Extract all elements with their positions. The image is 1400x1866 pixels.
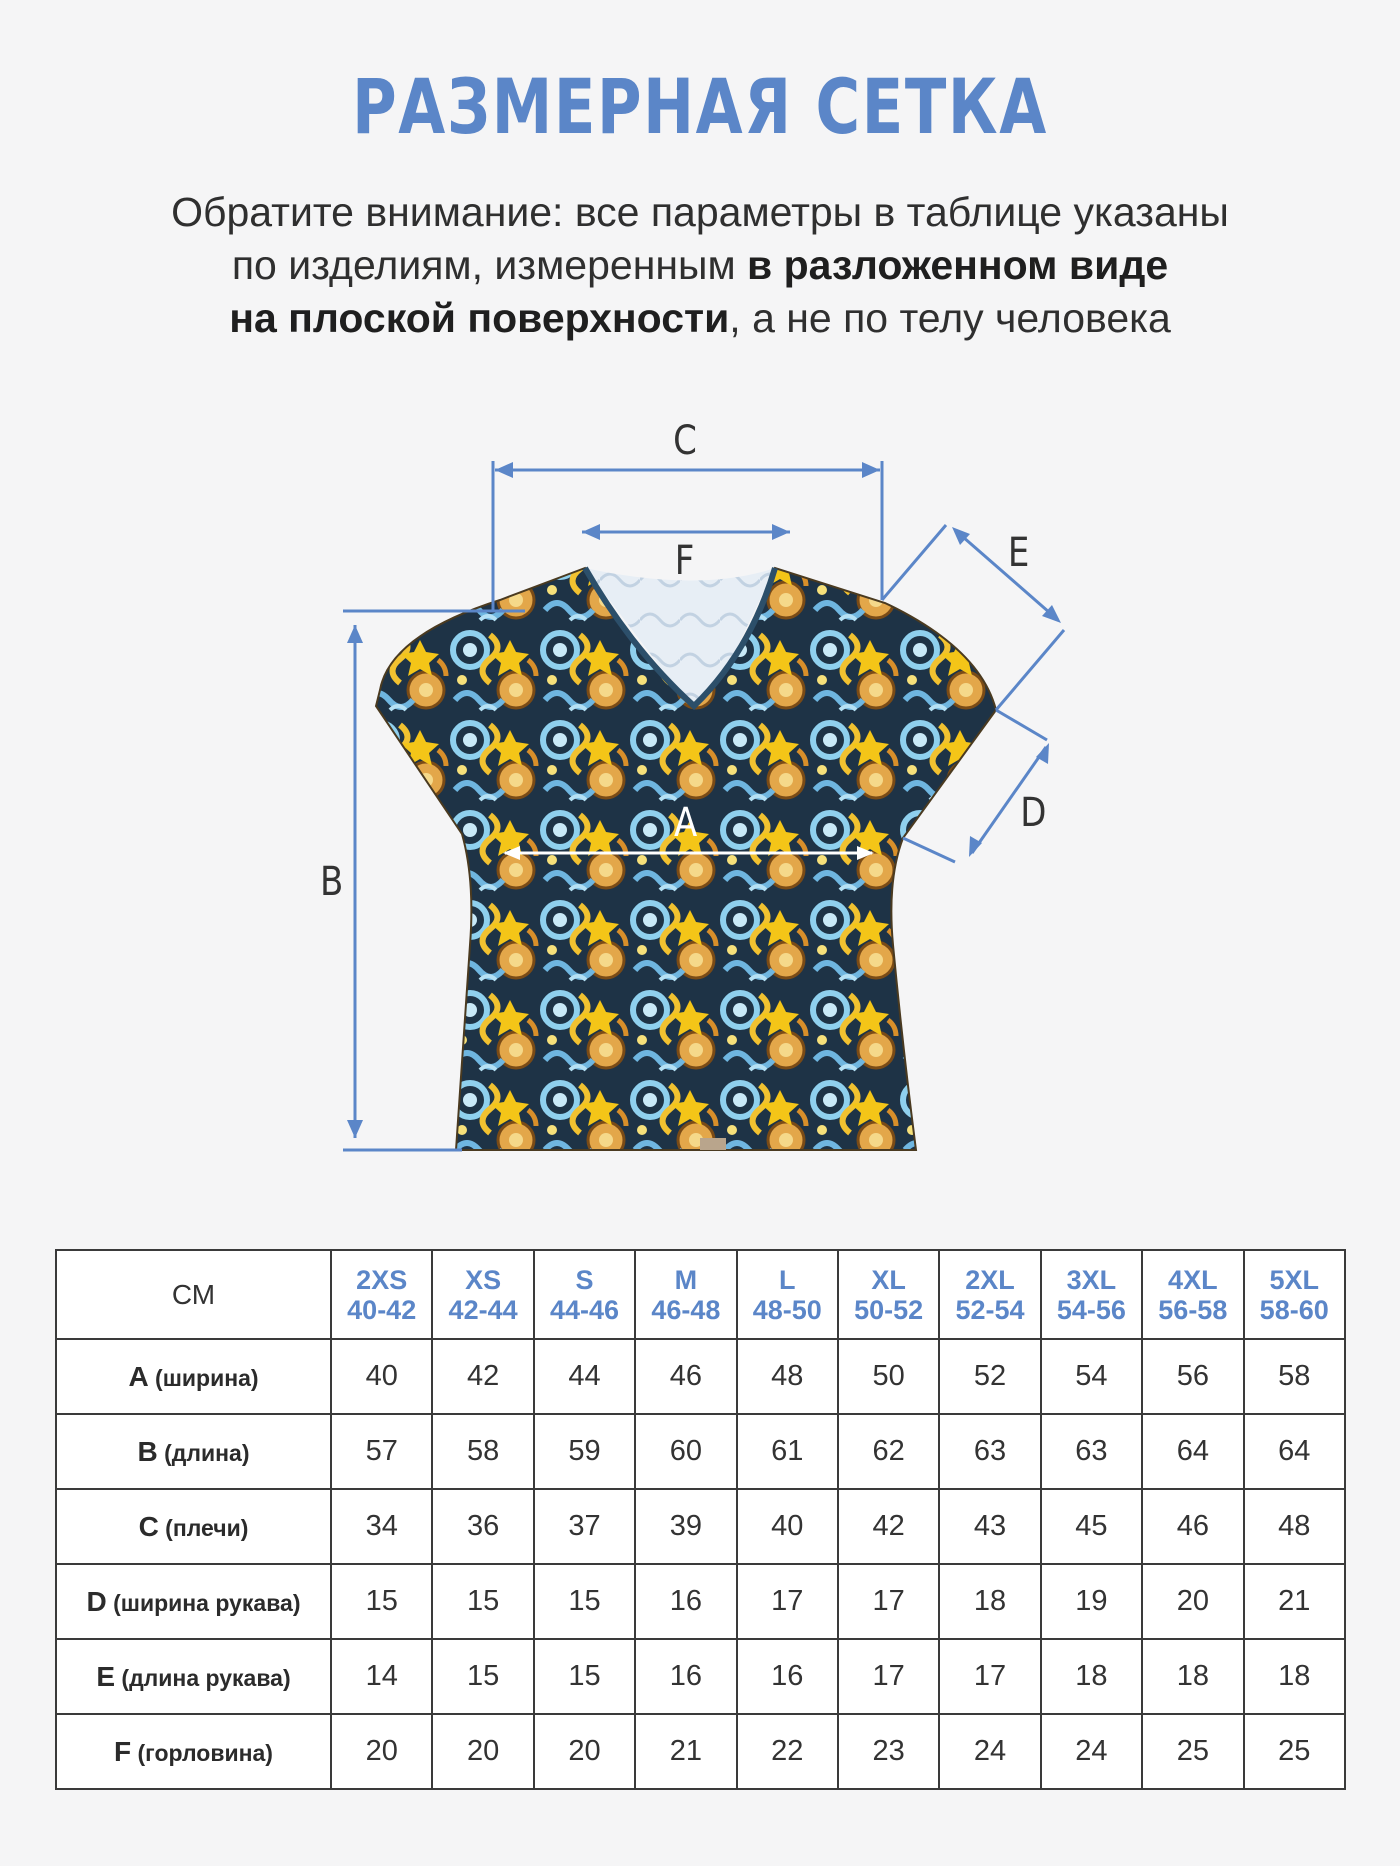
measurement-value: 40 <box>737 1489 838 1564</box>
measurement-value: 20 <box>331 1714 432 1789</box>
size-label: 3XL <box>1066 1264 1117 1295</box>
measurement-desc: (ширина рукава) <box>106 1589 301 1616</box>
size-label: XS <box>465 1264 502 1295</box>
measurement-value: 39 <box>635 1489 736 1564</box>
measurement-value: 37 <box>534 1489 635 1564</box>
size-range: 52-54 <box>955 1294 1025 1325</box>
measurement-value: 64 <box>1142 1414 1243 1489</box>
measurement-value: 56 <box>1142 1339 1243 1414</box>
measurement-value: 43 <box>939 1489 1040 1564</box>
measurement-value: 17 <box>737 1564 838 1639</box>
measurement-desc: (горловина) <box>131 1739 273 1766</box>
measurement-value: 23 <box>838 1714 939 1789</box>
measurement-value: 16 <box>635 1639 736 1714</box>
measurement-value: 62 <box>838 1414 939 1489</box>
measurement-value: 19 <box>1041 1564 1142 1639</box>
note-line-3-plain: , а не по телу человека <box>729 295 1171 341</box>
label-f: F <box>674 538 695 584</box>
measurement-value: 22 <box>737 1714 838 1789</box>
label-a: A <box>674 800 698 846</box>
table-row <box>56 1489 1345 1564</box>
measurement-value: 48 <box>737 1339 838 1414</box>
measurement-value: 42 <box>838 1489 939 1564</box>
note-line-3-bold: на плоской поверхности <box>229 295 730 341</box>
measurement-value: 45 <box>1041 1489 1142 1564</box>
measurement-value: 18 <box>1142 1639 1243 1714</box>
measurement-desc: (длина рукава) <box>115 1664 291 1691</box>
measurement-value: 57 <box>331 1414 432 1489</box>
label-d: D <box>1020 790 1047 836</box>
measurement-letter: E <box>96 1660 116 1692</box>
table-row <box>56 1339 1345 1414</box>
measurement-value: 61 <box>737 1414 838 1489</box>
note-line-2-plain: по изделиям, измеренным <box>231 242 748 288</box>
label-c: C <box>673 418 697 464</box>
size-range: 50-52 <box>854 1294 924 1325</box>
measurement-value: 46 <box>635 1339 736 1414</box>
measurement-value: 44 <box>534 1339 635 1414</box>
size-range: 42-44 <box>448 1294 518 1325</box>
measurement-desc: (длина) <box>157 1439 250 1466</box>
measurement-value: 18 <box>1041 1639 1142 1714</box>
measurement-value: 25 <box>1244 1714 1345 1789</box>
note-line-2-bold: в разложенном виде <box>747 242 1169 288</box>
size-label: 4XL <box>1168 1264 1218 1295</box>
size-label: S <box>575 1264 594 1295</box>
measurement-value: 16 <box>737 1639 838 1714</box>
size-label: 2XL <box>965 1264 1015 1295</box>
measurement-value: 58 <box>432 1414 533 1489</box>
measurement-value: 63 <box>1041 1414 1142 1489</box>
size-header <box>534 1250 635 1339</box>
size-header <box>1041 1250 1142 1339</box>
measurement-value: 48 <box>1244 1489 1345 1564</box>
measurement-value: 21 <box>635 1714 736 1789</box>
size-range: 40-42 <box>347 1294 417 1325</box>
measurement-value: 59 <box>534 1414 635 1489</box>
table-header-row <box>56 1250 1345 1339</box>
size-header <box>1142 1250 1243 1339</box>
measurement-letter: D <box>86 1585 107 1617</box>
measurement-value: 21 <box>1244 1564 1345 1639</box>
table-row <box>56 1714 1345 1789</box>
size-label: L <box>779 1264 796 1295</box>
measurement-value: 15 <box>534 1639 635 1714</box>
size-range: 46-48 <box>651 1294 721 1325</box>
measurement-value: 18 <box>939 1564 1040 1639</box>
size-label: 2XS <box>356 1264 408 1295</box>
measurement-value: 58 <box>1244 1339 1345 1414</box>
measurement-value: 18 <box>1244 1639 1345 1714</box>
measurement-value: 52 <box>939 1339 1040 1414</box>
size-range: 56-58 <box>1158 1294 1228 1325</box>
size-header <box>737 1250 838 1339</box>
measurement-value: 20 <box>534 1714 635 1789</box>
size-label: XL <box>871 1264 906 1295</box>
size-range: 58-60 <box>1259 1294 1329 1325</box>
measurement-value: 17 <box>939 1639 1040 1714</box>
measurement-letter: F <box>114 1735 132 1767</box>
measurement-label <box>56 1714 331 1789</box>
measurement-value: 15 <box>534 1564 635 1639</box>
table-row <box>56 1564 1345 1639</box>
measurement-value: 60 <box>635 1414 736 1489</box>
measurement-label <box>56 1339 331 1414</box>
measurement-value: 63 <box>939 1414 1040 1489</box>
size-header <box>432 1250 533 1339</box>
measurement-label <box>56 1489 331 1564</box>
measurement-value: 20 <box>432 1714 533 1789</box>
table-row <box>56 1639 1345 1714</box>
measurement-value: 40 <box>331 1339 432 1414</box>
hem-tag <box>700 1138 726 1150</box>
measurement-value: 14 <box>331 1639 432 1714</box>
size-header <box>838 1250 939 1339</box>
measurement-value: 54 <box>1041 1339 1142 1414</box>
measurement-value: 16 <box>635 1564 736 1639</box>
size-header <box>635 1250 736 1339</box>
measurement-value: 64 <box>1244 1414 1345 1489</box>
size-header <box>1244 1250 1345 1339</box>
measurement-label <box>56 1639 331 1714</box>
size-range: 48-50 <box>752 1294 822 1325</box>
measurement-value: 15 <box>331 1564 432 1639</box>
measurement-letter: A <box>128 1360 149 1392</box>
measurement-value: 36 <box>432 1489 533 1564</box>
table-row <box>56 1414 1345 1489</box>
size-header <box>331 1250 432 1339</box>
size-label: 5XL <box>1269 1264 1319 1295</box>
page-title: РАЗМЕРНАЯ СЕТКА <box>352 62 1048 151</box>
measurement-desc: (ширина) <box>148 1364 259 1391</box>
measurement-value: 17 <box>838 1564 939 1639</box>
measurement-value: 24 <box>1041 1714 1142 1789</box>
measurement-value: 34 <box>331 1489 432 1564</box>
measurement-value: 15 <box>432 1564 533 1639</box>
measurement-letter: C <box>138 1510 159 1542</box>
measurement-label <box>56 1564 331 1639</box>
measurement-value: 25 <box>1142 1714 1243 1789</box>
size-label: M <box>674 1264 698 1295</box>
size-header <box>939 1250 1040 1339</box>
measurement-value: 42 <box>432 1339 533 1414</box>
size-table <box>55 1249 1346 1790</box>
measurement-value: 20 <box>1142 1564 1243 1639</box>
size-range: 44-46 <box>549 1294 619 1325</box>
size-range: 54-56 <box>1056 1294 1126 1325</box>
measurement-value: 17 <box>838 1639 939 1714</box>
measurement-desc: (плечи) <box>158 1514 249 1541</box>
measurement-value: 46 <box>1142 1489 1243 1564</box>
measurement-value: 24 <box>939 1714 1040 1789</box>
note-line-1: Обратите внимание: все параметры в таблице указаны <box>171 189 1229 235</box>
label-e: E <box>1007 530 1030 576</box>
measurement-value: 15 <box>432 1639 533 1714</box>
label-b: B <box>320 859 344 905</box>
measurement-letter: B <box>137 1435 158 1467</box>
unit-header: СМ <box>56 1250 331 1339</box>
measurement-value: 50 <box>838 1339 939 1414</box>
measurement-label <box>56 1414 331 1489</box>
